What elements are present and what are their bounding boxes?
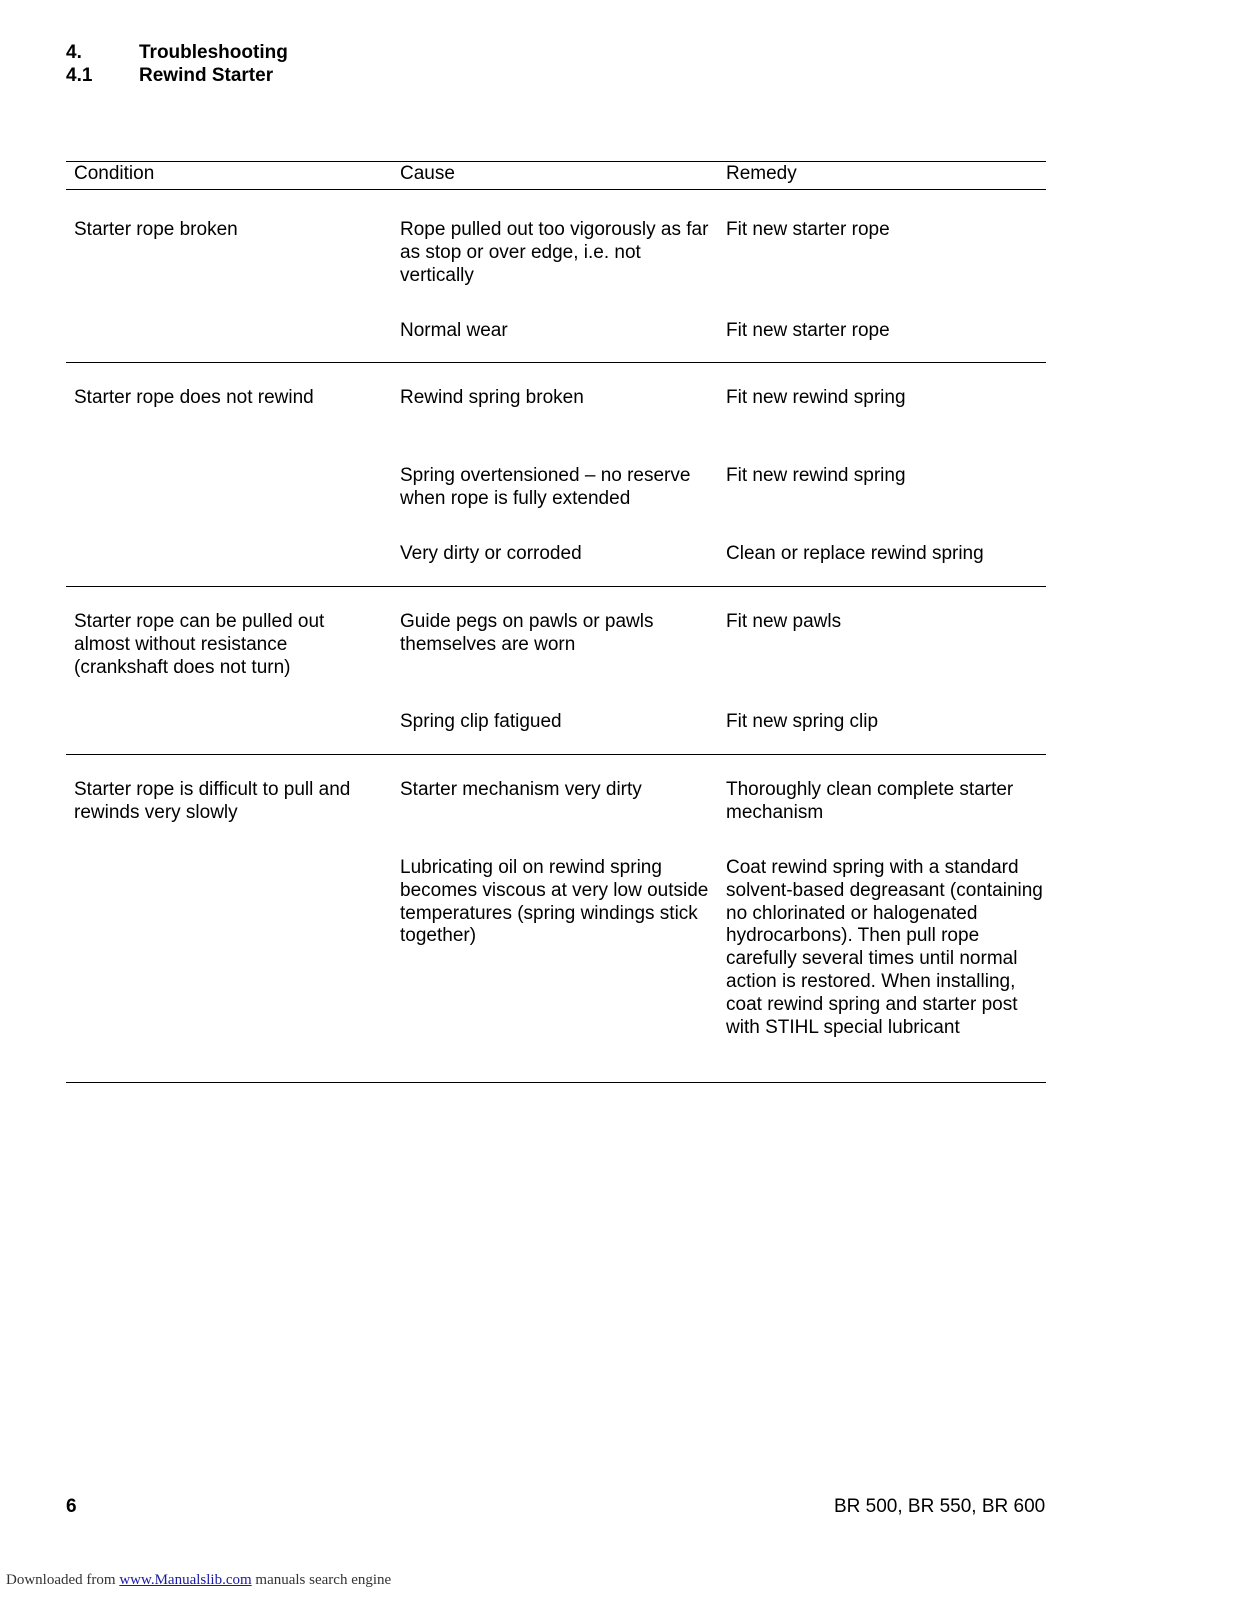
column-header-condition: Condition (74, 163, 155, 184)
subsection-title: Rewind Starter (139, 65, 274, 86)
remedy-cell: Fit new rewind spring (726, 465, 906, 486)
condition-cell: Starter rope can be pulled out almost without resistance (crankshaft does not turn) (74, 611, 325, 678)
subsection-heading (66, 64, 273, 87)
cause-cell: Starter mechanism very dirty (400, 779, 642, 800)
remedy-cell: Clean or replace rewind spring (726, 543, 984, 564)
column-header-cause: Cause (400, 163, 455, 184)
table-top-rule (66, 161, 1046, 162)
condition-cell: Starter rope is difficult to pull and rewinds very slowly (74, 779, 351, 823)
download-prefix: Downloaded from (6, 1572, 120, 1588)
remedy-cell: Fit new spring clip (726, 711, 879, 732)
section-title: Troubleshooting (139, 42, 288, 63)
group-divider (66, 586, 1046, 587)
section-number: 4. (66, 42, 82, 63)
cause-cell: Spring clip fatigued (400, 711, 562, 732)
cause-cell: Rewind spring broken (400, 387, 584, 408)
page-number: 6 (66, 1496, 77, 1517)
cause-cell: Spring overtensioned – no reserve when rope is fully extended (400, 465, 691, 509)
cause-cell: Lubricating oil on rewind spring becomes viscous at very low outside temperatures (spring windings stick together) (400, 857, 709, 947)
group-divider (66, 754, 1046, 755)
cause-cell: Rope pulled out too vigorously as far as stop or over edge, i.e. not vertically (400, 219, 709, 286)
header-rule (66, 189, 1046, 190)
group-divider (66, 362, 1046, 363)
remedy-cell: Fit new starter rope (726, 219, 890, 240)
remedy-cell: Fit new pawls (726, 611, 842, 632)
section-heading (66, 41, 288, 64)
column-header-remedy: Remedy (726, 163, 797, 184)
subsection-number: 4.1 (66, 65, 93, 86)
cause-cell: Very dirty or corroded (400, 543, 582, 564)
model-list: BR 500, BR 550, BR 600 (834, 1496, 1046, 1517)
remedy-cell: Fit new rewind spring (726, 387, 906, 408)
condition-cell: Starter rope broken (74, 219, 238, 240)
cause-cell: Normal wear (400, 320, 508, 341)
remedy-cell: Thoroughly clean complete starter mechanism (726, 779, 1014, 823)
table-bottom-rule (66, 1082, 1046, 1083)
remedy-cell: Coat rewind spring with a standard solvent-based degreasant (containing no chlorinated or halogenated hydrocarbons). Then pull rope carefully several times until normal action is restored. When installing, coat rewind spring and starter post with STIHL special lubricant (726, 857, 1043, 1038)
cause-cell: Guide pegs on pawls or pawls themselves are worn (400, 611, 654, 655)
download-notice (6, 1572, 391, 1589)
download-suffix: manuals search engine (251, 1572, 392, 1588)
remedy-cell: Fit new starter rope (726, 320, 890, 341)
manualslib-link[interactable]: www.Manualslib.com (119, 1572, 252, 1588)
condition-cell: Starter rope does not rewind (74, 387, 314, 408)
